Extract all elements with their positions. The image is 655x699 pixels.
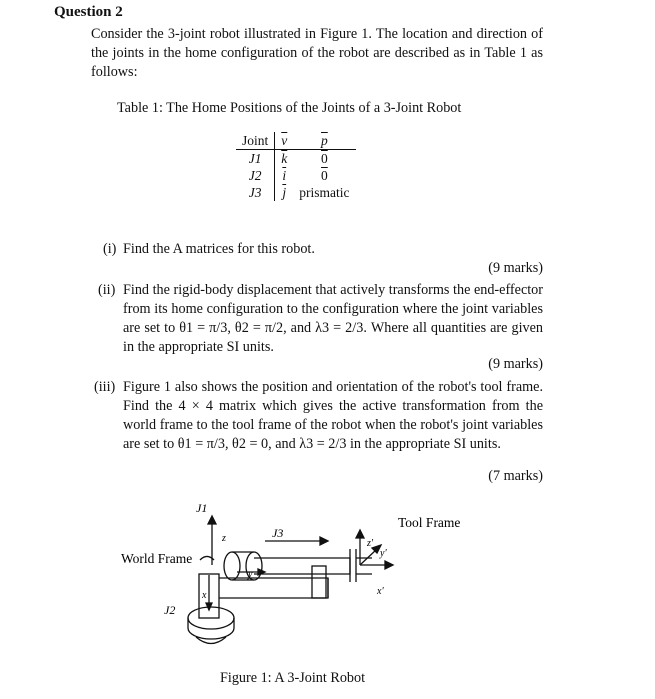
part-marks: (9 marks) xyxy=(488,260,543,276)
label-y-prime: y' xyxy=(380,548,387,559)
header-p: $\overline{p}$ xyxy=(293,132,355,150)
joints-table xyxy=(236,132,356,201)
header-joint: Joint xyxy=(236,132,275,150)
figure-caption: Figure 1: A 3-Joint Robot xyxy=(220,670,366,686)
cell-joint: J2 xyxy=(236,167,275,184)
tool-x-arrowhead xyxy=(385,561,393,569)
question-title: Question 2 xyxy=(54,4,123,20)
label-tool-frame: Tool Frame xyxy=(398,515,461,530)
label-j3: J3 xyxy=(272,526,284,540)
base-bottom-arc xyxy=(188,628,234,639)
label-y: y xyxy=(248,569,253,580)
tool-y-axis xyxy=(360,549,377,565)
table-header-row xyxy=(236,132,356,150)
rising-link xyxy=(312,566,326,598)
cell-p: prismatic xyxy=(299,185,350,200)
j3-arrowhead xyxy=(320,537,328,545)
label-world-frame: World Frame xyxy=(121,551,193,566)
part-number: (i) xyxy=(103,241,117,257)
cell-v: $\overline{k}$ xyxy=(281,151,288,166)
world-x-arrowhead xyxy=(206,603,212,610)
tool-z-arrowhead xyxy=(356,530,364,538)
question-intro: Consider the 3-joint robot illustrated in Figure 1. The location and direction of the joints in the home configuration of the robot are described as in Table 1 as follows: xyxy=(91,26,543,80)
part-number: (ii) xyxy=(98,282,116,298)
prismatic-link xyxy=(254,558,350,574)
part-marks: (7 marks) xyxy=(488,468,543,484)
cell-joint: J3 xyxy=(236,184,275,201)
part-number: (iii) xyxy=(94,379,116,395)
part-marks: (9 marks) xyxy=(488,356,543,372)
joint-j1-ellipse xyxy=(224,552,240,580)
part-text: Find the A matrices for this robot. xyxy=(123,241,315,257)
part-text: Find the rigid-body displacement that actively transforms the end-effector from its home configuration to the configuration where the joint variables are set to θ1 = π/3, θ2 = π/2, and λ3 = 2/3. Where all quantities are given in the appropriate SI units. xyxy=(123,282,543,355)
header-v: $\overline{v}$ xyxy=(275,132,294,150)
table-row xyxy=(236,150,356,168)
label-z-prime: z' xyxy=(367,538,374,549)
cell-v: $\overline{i}$ xyxy=(282,168,287,183)
cell-p: 0 xyxy=(321,151,328,166)
label-x: x xyxy=(202,590,207,601)
cell-joint: J1 xyxy=(236,150,275,168)
label-j1: J1 xyxy=(196,501,208,515)
label-z: z xyxy=(222,533,226,544)
j1-arrowhead xyxy=(208,516,216,524)
cell-p: 0 xyxy=(321,168,328,183)
label-j2: J2 xyxy=(164,603,176,617)
label-x-prime: x' xyxy=(377,586,384,597)
tool-flange xyxy=(350,549,356,582)
cell-v: $\overline{j}$ xyxy=(282,185,287,200)
part-text: Figure 1 also shows the position and orientation of the robot's tool frame. Find the 4 × 4 matrix which gives the active transformation from the world frame to the tool frame of the robot when the robot's joint variables are set to θ1 = π/3, θ2 = 0, and λ3 = 2/3 in the appropriate SI units. xyxy=(123,379,543,452)
robot-figure xyxy=(0,490,655,665)
table-caption: Table 1: The Home Positions of the Joints of a 3-Joint Robot xyxy=(117,100,462,116)
table-row xyxy=(236,184,356,201)
table-row xyxy=(236,167,356,184)
